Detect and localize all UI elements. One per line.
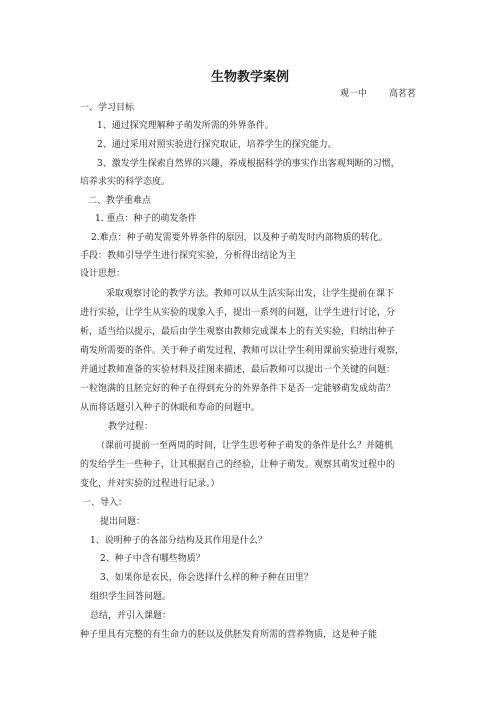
pose-questions-label: 提出问题： <box>100 517 146 527</box>
organize-answer-line: 组织学生回答问题。 <box>90 592 172 602</box>
key-point-1: 1. 重点：种子的萌发条件 <box>95 214 197 224</box>
process-note-line: （课前可提前一至两周的时间，让学生思考种子萌发的条件是什么？并随机 <box>96 441 394 451</box>
heading-learning-goals: 一、学习目标 <box>80 103 135 113</box>
author-name: 高茗茗 <box>389 89 417 99</box>
design-heading: 设计思想： <box>80 269 126 279</box>
design-paragraph-line: 从而将话题引入种子的休眠和寿命的问题中。 <box>80 403 261 413</box>
goal-item-3-cont: 培养求实的科学态度。 <box>80 177 171 187</box>
goal-item-3: 3、激发学生探索自然界的兴趣，养成根据科学的事实作出客观判断的习惯， <box>97 159 400 169</box>
goal-item-2: 2、通过采用对照实验进行探究取证，培养学生的探究能力。 <box>97 140 337 150</box>
author-line <box>340 86 450 99</box>
design-paragraph-line: 一粒饱满的且胚完好的种子在得到充分的外界条件下是否一定能够萌发成幼苗？ <box>80 384 396 394</box>
heading-key-points: 二、教学重难点 <box>88 196 152 206</box>
design-paragraph-line: 萌发所需要的条件。关于种子萌发过程，教师可以让学生利用课前实验进行观察， <box>80 346 405 356</box>
design-paragraph-line: 进行实验，让学生从实验的现象入手，提出一系列的问题，让学生进行讨论，分 <box>80 308 396 318</box>
document-title: 生物教学案例 <box>210 70 289 85</box>
section-intro-heading: 一、导入： <box>82 498 128 508</box>
summary-label: 总结，并引入课题： <box>90 611 172 621</box>
key-point-2: 2.难点：种子萌发需要外界条件的原因，以及种子萌发时内部物质的转化。 <box>91 233 388 243</box>
process-heading: 教学过程： <box>108 422 154 432</box>
process-note-line: 变化，并对实验的过程进行记录。） <box>80 479 220 489</box>
design-paragraph-line: 采取观察讨论的教学方法。教师可以从生活实际出发，让学生提前在课下 <box>106 289 395 299</box>
goal-item-1: 1、通过探究理解种子萌发所需的外界条件。 <box>97 121 274 131</box>
question-item-2: 2、种子中含有哪些物质？ <box>100 554 205 564</box>
process-note-line: 的发给学生一些种子，让其根据自己的经验，让种子萌发。观察其萌发过程中的 <box>80 460 396 470</box>
author-school: 观一中 <box>340 89 368 99</box>
method-line: 手段：教师引导学生进行探究实验，分析得出结论为主 <box>80 251 297 261</box>
question-item-3: 3、如果你是农民，你会选择什么样的种子种在田里？ <box>100 573 313 583</box>
summary-paragraph-line: 种子里具有完整的有生命力的胚以及供胚发育所需的营养物质，这是种子能 <box>80 630 378 640</box>
design-paragraph-line: 析，适当给以提示，最后由学生观察由教师完成课本上的有关实验，归纳出种子 <box>80 327 396 337</box>
question-item-1: 1、说明种子的各部分结构及其作用是什么？ <box>90 536 267 546</box>
design-paragraph-line: 并通过教师准备的实验材料及挂图来描述，最后教师可以提出一个关键的问题： <box>80 365 396 375</box>
